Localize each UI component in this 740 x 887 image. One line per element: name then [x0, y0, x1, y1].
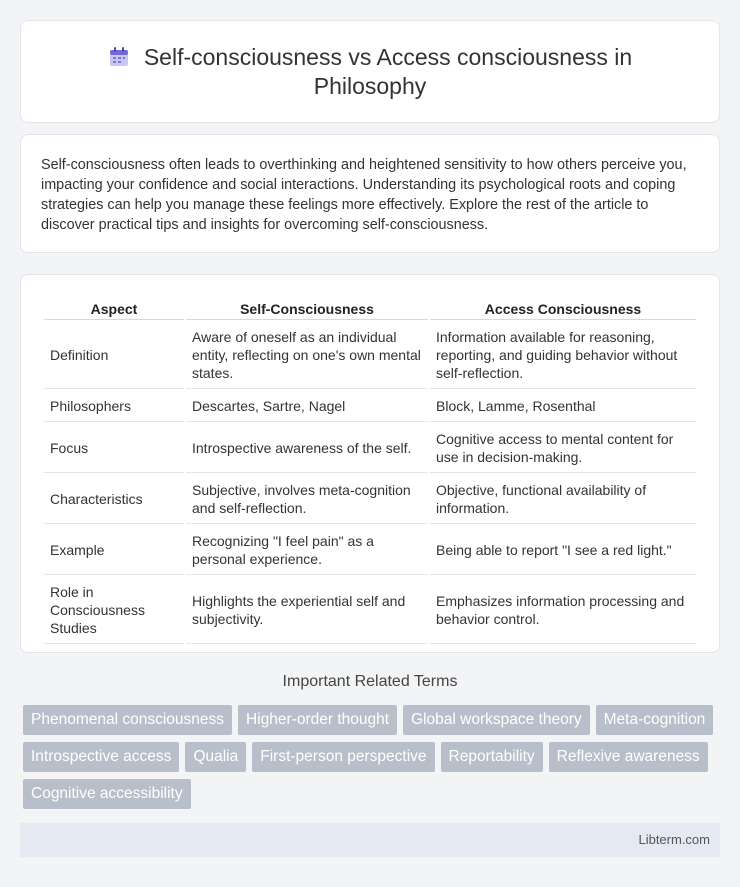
title-card: [20, 20, 720, 123]
cell-access: Information available for reasoning, reporting, and guiding behavior without self-reflection.: [430, 322, 696, 389]
table-header-row: [44, 297, 696, 320]
related-terms-list: [23, 705, 723, 809]
cell-access: Block, Lamme, Rosenthal: [430, 391, 696, 422]
cell-self: Aware of oneself as an individual entity, reflecting on one's own mental states.: [186, 322, 428, 389]
table-row: [44, 322, 696, 389]
intro-card: [20, 134, 720, 253]
cell-self: Subjective, involves meta-cognition and self-reflection.: [186, 475, 428, 524]
related-term-tag[interactable]: Introspective access: [23, 742, 179, 772]
header-aspect: Aspect: [44, 297, 184, 320]
calendar-icon: [108, 46, 130, 68]
related-terms-title: Important Related Terms: [282, 673, 458, 690]
footer-site-link[interactable]: Libterm.com: [638, 832, 710, 847]
table-row: [44, 577, 696, 644]
cell-self: Highlights the experiential self and subjectivity.: [186, 577, 428, 644]
cell-self: Recognizing "I feel pain" as a personal experience.: [186, 526, 428, 575]
intro-text: Self-consciousness often leads to overthinking and heightened sensitivity to how others perceive you, impacting your confidence and social interactions. Understanding its psychological roots and coping strategies can help you manage these feelings more effectively. Explore the rest of the article to discover practical tips and insights for overcoming self-consciousness.: [41, 157, 687, 233]
cell-self: Introspective awareness of the self.: [186, 424, 428, 473]
related-term-tag[interactable]: Qualia: [185, 742, 246, 772]
cell-aspect: Philosophers: [44, 391, 184, 422]
cell-aspect: Definition: [44, 322, 184, 389]
page-title: [51, 43, 689, 101]
related-term-tag[interactable]: Reflexive awareness: [549, 742, 708, 772]
related-term-tag[interactable]: Phenomenal consciousness: [23, 705, 232, 735]
cell-aspect: Focus: [44, 424, 184, 473]
header-self-consciousness: Self-Consciousness: [186, 297, 428, 320]
table-row: [44, 475, 696, 524]
cell-access: Objective, functional availability of information.: [430, 475, 696, 524]
related-term-tag[interactable]: First-person perspective: [252, 742, 434, 772]
cell-access: Emphasizes information processing and behavior control.: [430, 577, 696, 644]
cell-self: Descartes, Sartre, Nagel: [186, 391, 428, 422]
comparison-card: [20, 274, 720, 653]
related-term-tag[interactable]: Higher-order thought: [238, 705, 397, 735]
footer: [20, 823, 720, 857]
table-row: [44, 424, 696, 473]
table-row: [44, 391, 696, 422]
related-term-tag[interactable]: Cognitive accessibility: [23, 779, 191, 809]
table-row: [44, 526, 696, 575]
related-term-tag[interactable]: Meta-cognition: [596, 705, 714, 735]
related-term-tag[interactable]: Global workspace theory: [403, 705, 590, 735]
related-term-tag[interactable]: Reportability: [441, 742, 543, 772]
cell-access: Cognitive access to mental content for use in decision-making.: [430, 424, 696, 473]
cell-aspect: Characteristics: [44, 475, 184, 524]
cell-aspect: Example: [44, 526, 184, 575]
cell-access: Being able to report "I see a red light.": [430, 526, 696, 575]
cell-aspect: Role in Consciousness Studies: [44, 577, 184, 644]
header-access-consciousness: Access Consciousness: [430, 297, 696, 320]
page-title-text: Self-consciousness vs Access consciousness in Philosophy: [143, 43, 633, 99]
comparison-table: [42, 295, 698, 646]
